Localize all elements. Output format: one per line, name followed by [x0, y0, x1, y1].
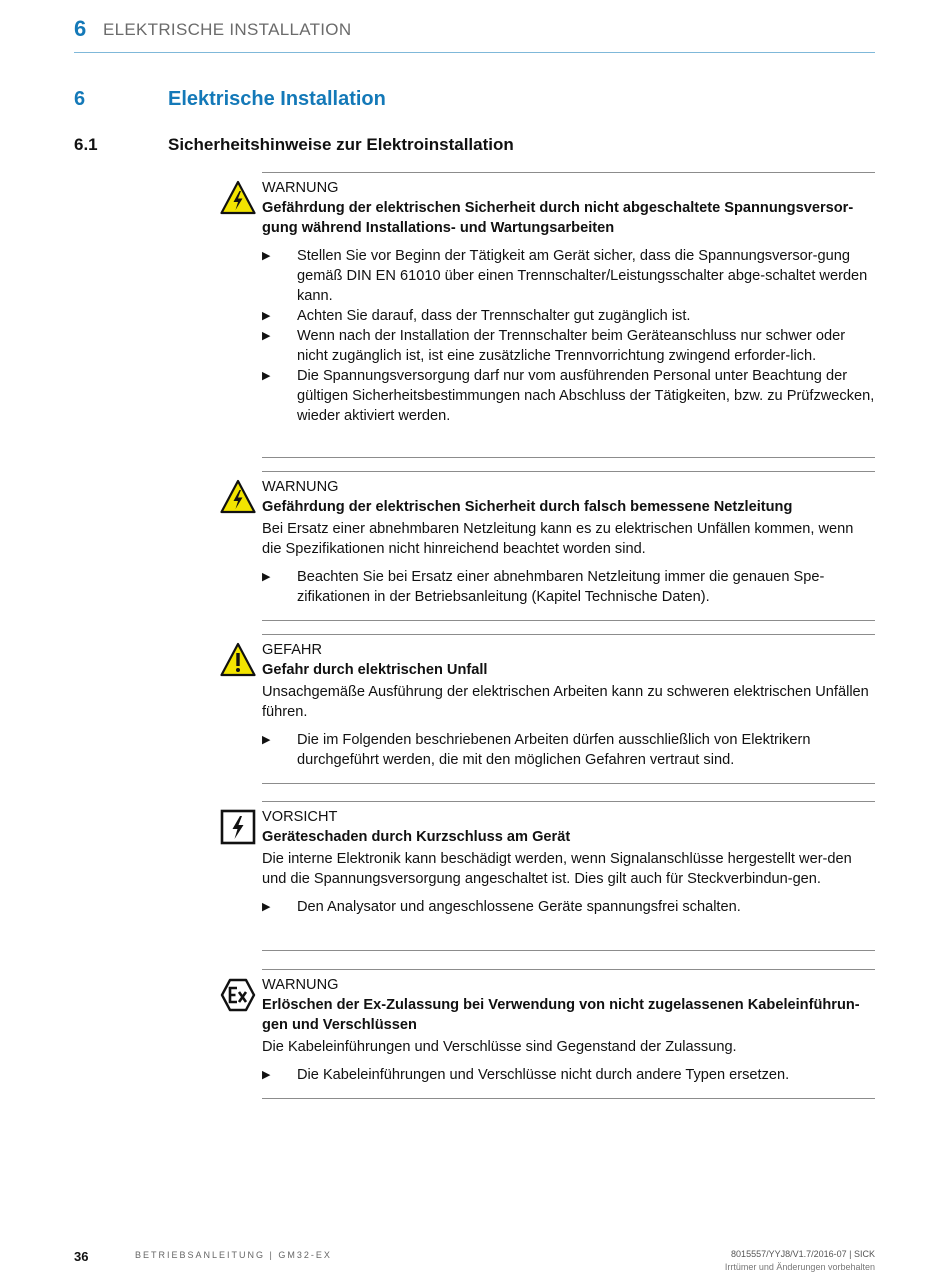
running-header-number: 6 [74, 16, 87, 41]
ex-atex-icon [220, 977, 256, 1013]
notice-top-rule [262, 172, 875, 173]
safety-notice [220, 471, 875, 621]
hazard-title: Gefährdung der elektrischen Sicherheit durch nicht abgeschaltete Spannungsversor-gung während Installations- und Wartungsarbeiten [262, 200, 854, 236]
notice-text: Bei Ersatz einer abnehmbaren Netzleitung kann es zu elektrischen Unfällen kommen, wenn die Spezifikationen nicht hinreichend beachtet worden sind. [262, 521, 854, 557]
electric-hazard-warning-icon [220, 479, 256, 515]
notice-bottom-rule [262, 620, 875, 621]
signal-word: WARNUNG [262, 479, 339, 495]
hazard-title: Erlöschen der Ex-Zulassung bei Verwendung von nicht zugelassenen Kabeleinführun-gen und Verschlüssen [262, 997, 860, 1033]
signal-word: WARNUNG [262, 180, 339, 196]
instruction-list [262, 730, 875, 770]
list-item: ▶ Achten Sie darauf, dass der Trennschalter gut zugänglich ist. [262, 306, 875, 326]
safety-notice [220, 172, 875, 458]
signal-word: GEFAHR [262, 642, 323, 658]
instruction-list [262, 897, 875, 917]
hazard-title: Gefährdung der elektrischen Sicherheit durch falsch bemessene Netzleitung [262, 499, 793, 515]
notice-bottom-rule [262, 783, 875, 784]
section-title: Sicherheitshinweise zur Elektroinstallation [168, 135, 514, 154]
notice-bottom-rule [262, 950, 875, 951]
instruction-list [262, 246, 875, 426]
notice-text: Die interne Elektronik kann beschädigt werden, wenn Signalanschlüsse hergestellt wer-den und die Spannungsversorgung angeschaltet ist. Dies gilt auch für Steckverbindun-gen. [262, 851, 852, 887]
notice-top-rule [262, 471, 875, 472]
general-danger-icon [220, 642, 256, 678]
notice-top-rule [262, 634, 875, 635]
footer-note: Irrtümer und Änderungen vorbehalten [724, 1262, 875, 1272]
notice-bottom-rule [262, 457, 875, 458]
list-item: ▶ Die im Folgenden beschriebenen Arbeiten dürfen ausschließlich von Elektrikern durchgeführt werden, die mit den möglichen Gefahren vertraut sind. [262, 730, 875, 770]
electric-hazard-warning-icon [220, 180, 256, 216]
notice-top-rule [262, 969, 875, 970]
running-header [74, 16, 875, 53]
footer-reference: 8015557/YYJ8/V1.7/2016-07 | SICK [731, 1249, 875, 1259]
list-item: ▶ Den Analysator und angeschlossene Geräte spannungsfrei schalten. [262, 897, 875, 917]
safety-notice [220, 801, 875, 951]
instruction-list [262, 567, 875, 607]
section-number: 6.1 [74, 135, 98, 154]
safety-notice [220, 969, 875, 1099]
chapter-number: 6 [74, 88, 86, 110]
hazard-title: Geräteschaden durch Kurzschluss am Gerät [262, 829, 571, 845]
notice-text: Unsachgemäße Ausführung der elektrischen Arbeiten kann zu schweren elektrischen Unfällen führen. [262, 684, 869, 720]
notice-top-rule [262, 801, 875, 802]
notice-text: Die Kabeleinführungen und Verschlüsse sind Gegenstand der Zulassung. [262, 1039, 737, 1055]
chapter-title: Elektrische Installation [168, 88, 386, 110]
notice-bottom-rule [262, 1098, 875, 1099]
safety-notice [220, 634, 875, 784]
list-item: ▶ Wenn nach der Installation der Trennschalter beim Geräteanschluss nur schwer oder nicht zugänglich ist, ist eine zusätzliche Trennvorrichtung zwingend erforder-lich. [262, 326, 875, 366]
short-circuit-caution-icon [220, 809, 256, 845]
list-item: ▶ Die Spannungsversorgung darf nur vom ausführenden Personal unter Beachtung der gültigen Sicherheitsbestimmungen nach Abschluss der Tätigkeiten, bzw. zu Prüfzwecken, wieder aktiviert werden. [262, 366, 875, 426]
instruction-list [262, 1065, 875, 1085]
signal-word: VORSICHT [262, 809, 338, 825]
footer-page-number: 36 [74, 1249, 89, 1264]
list-item: ▶ Beachten Sie bei Ersatz einer abnehmbaren Netzleitung immer die genauen Spe-zifikationen in der Betriebsanleitung (Kapitel Technische Daten). [262, 567, 875, 607]
list-item: ▶ Die Kabeleinführungen und Verschlüsse nicht durch andere Typen ersetzen. [262, 1065, 875, 1085]
running-header-title: ELEKTRISCHE INSTALLATION [103, 20, 352, 39]
signal-word: WARNUNG [262, 977, 339, 993]
footer-document-title: BETRIEBSANLEITUNG | GM32-EX [135, 1250, 332, 1260]
hazard-title: Gefahr durch elektrischen Unfall [262, 662, 488, 678]
list-item: ▶ Stellen Sie vor Beginn der Tätigkeit am Gerät sicher, dass die Spannungsversor-gung gemäß DIN EN 61010 über einen Trennschalter/Leistungsschalter abge-schaltet werden kann. [262, 246, 875, 306]
